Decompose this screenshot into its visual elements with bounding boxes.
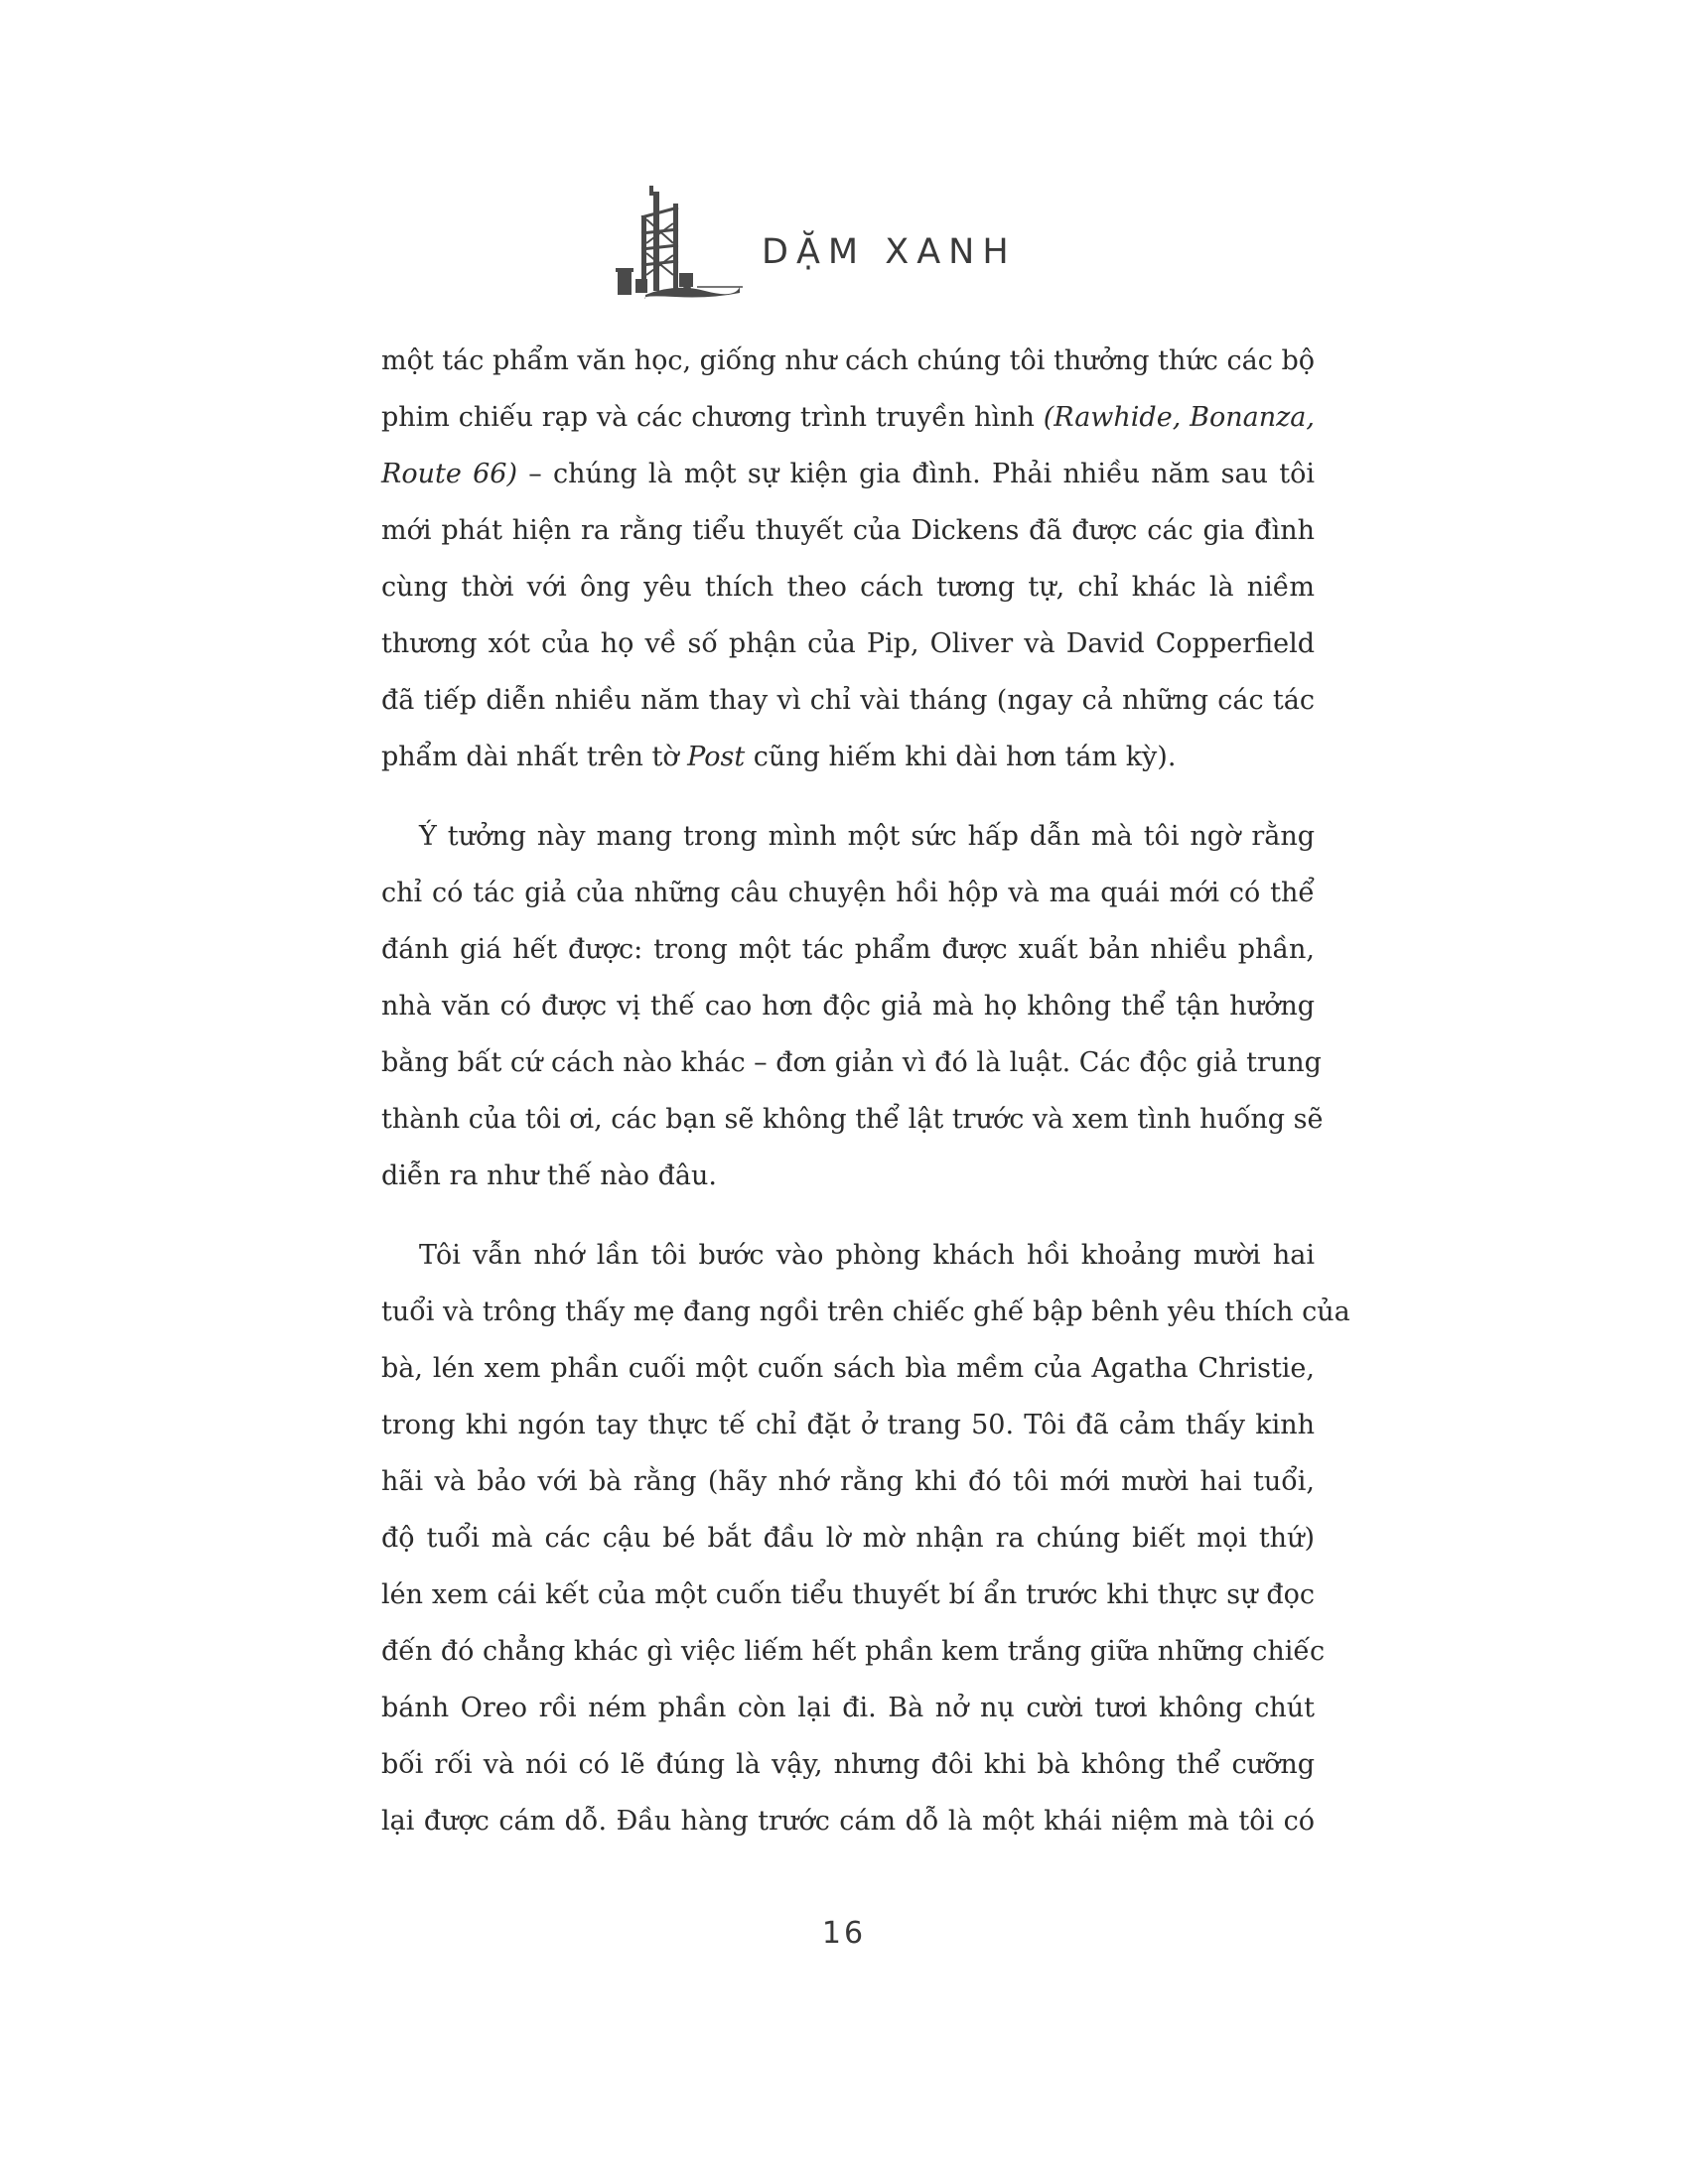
text-line: độ tuổi mà các cậu bé bắt đầu lờ mờ nhận ra chúng biết mọi thứ) — [381, 1523, 1315, 1554]
text-line: đánh giá hết được: trong một tác phẩm được xuất bản nhiều phần, — [381, 934, 1315, 965]
text-line: bà, lén xem phần cuối một cuốn sách bìa mềm của Agatha Christie, — [381, 1353, 1315, 1384]
text-line: bánh Oreo rồi ném phần còn lại đi. Bà nở nụ cười tươi không chút — [381, 1693, 1315, 1723]
paragraph — [381, 1227, 1350, 1849]
text-line: lại được cám dỗ. Đầu hàng trước cám dỗ là một khái niệm mà tôi có — [381, 1806, 1315, 1837]
text-line: mới phát hiện ra rằng tiểu thuyết của Dickens đã được các gia đình — [381, 515, 1315, 546]
paragraph — [381, 808, 1324, 1204]
text-line: đã tiếp diễn nhiều năm thay vì chỉ vài tháng (ngay cả những các tác — [381, 685, 1315, 716]
text-line: thành của tôi ơi, các bạn sẽ không thể lật trước và xem tình huống sẽ — [381, 1104, 1324, 1135]
text-line: bằng bất cứ cách nào khác – đơn giản vì đó là luật. Các độc giả trung — [381, 1047, 1322, 1078]
text-line: cùng thời với ông yêu thích theo cách tương tự, chỉ khác là niềm — [381, 572, 1315, 603]
text-line: thương xót của họ về số phận của Pip, Oliver và David Copperfield — [381, 628, 1315, 659]
tower-emblem-icon — [616, 184, 745, 303]
italic-title: Route 66) — [381, 459, 517, 489]
paragraph — [381, 333, 1315, 785]
text-line: một tác phẩm văn học, giống như cách chúng tôi thưởng thức các bộ — [381, 345, 1315, 376]
text-line: phim chiếu rạp và các chương trình truyền hình (Rawhide, Bonanza, — [381, 402, 1315, 433]
text-line: hãi và bảo với bà rằng (hãy nhớ rằng khi đó tôi mới mười hai tuổi, — [381, 1466, 1315, 1497]
italic-title: Post — [687, 742, 746, 772]
text-line: phẩm dài nhất trên tờ Post cũng hiếm khi dài hơn tám kỳ). — [381, 742, 1177, 772]
text-line: bối rối và nói có lẽ đúng là vậy, nhưng đôi khi bà không thể cưỡng — [381, 1749, 1315, 1780]
text-line: Route 66) – chúng là một sự kiện gia đình. Phải nhiều năm sau tôi — [381, 459, 1315, 489]
running-header-title: DẶM XANH — [762, 232, 1017, 272]
text-line: Ý tưởng này mang trong mình một sức hấp dẫn mà tôi ngờ rằng — [419, 821, 1315, 852]
text-line: diễn ra như thế nào đâu. — [381, 1160, 717, 1191]
text-line: nhà văn có được vị thế cao hơn độc giả mà họ không thể tận hưởng — [381, 991, 1315, 1022]
body-text — [381, 333, 1350, 1849]
italic-title: (Rawhide, Bonanza, — [1043, 402, 1315, 433]
text-line: đến đó chẳng khác gì việc liếm hết phần kem trắng giữa những chiếc — [381, 1636, 1326, 1667]
page-number: 16 — [821, 1916, 867, 1951]
running-header — [616, 184, 1132, 303]
text-line: tuổi và trông thấy mẹ đang ngồi trên chiếc ghế bập bênh yêu thích của — [381, 1297, 1350, 1327]
text-line: Tôi vẫn nhớ lần tôi bước vào phòng khách hồi khoảng mười hai — [419, 1240, 1315, 1271]
text-line: lén xem cái kết của một cuốn tiểu thuyết bí ẩn trước khi thực sự đọc — [381, 1579, 1315, 1610]
text-line: trong khi ngón tay thực tế chỉ đặt ở trang 50. Tôi đã cảm thấy kinh — [381, 1410, 1315, 1440]
text-line: chỉ có tác giả của những câu chuyện hồi hộp và ma quái mới có thể — [381, 878, 1315, 908]
